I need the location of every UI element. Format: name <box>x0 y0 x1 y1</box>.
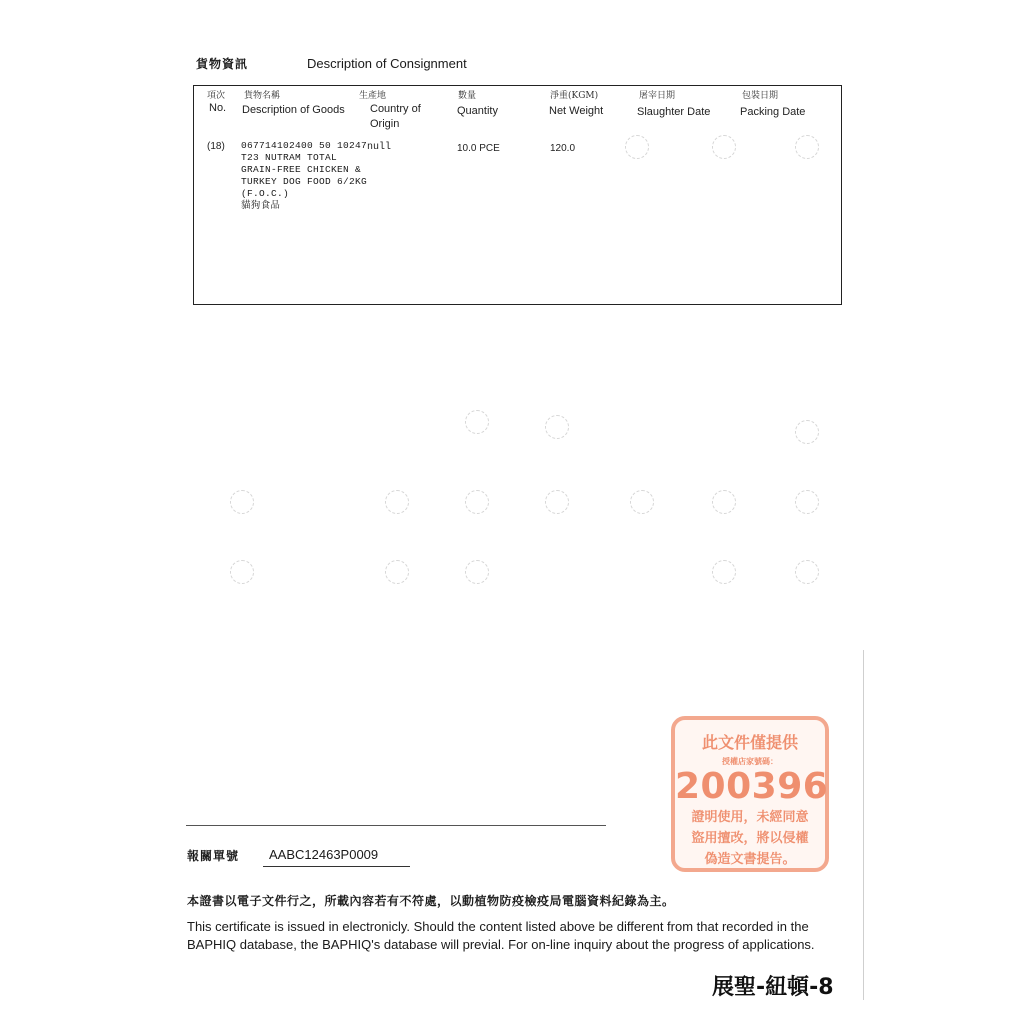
goods-line: GRAIN-FREE CHICKEN & <box>241 164 362 175</box>
stamp-subtitle: 授權店家號碼： <box>722 757 778 766</box>
header-packing-en: Packing Date <box>740 106 806 118</box>
header-quantity-zh: 數量 <box>458 91 477 101</box>
faint-seal-mark <box>230 560 254 584</box>
goods-description <box>241 140 367 212</box>
header-goods-en: Description of Goods <box>242 104 345 116</box>
stamp-line: 證明使用，未經同意 <box>691 810 809 825</box>
notice-zh: 本證書以電子文件行之，所載內容若有不符處，以動植物防疫檢疫局電腦資料紀錄為主。 <box>187 894 675 908</box>
faint-seal-mark <box>630 490 654 514</box>
faint-seal-mark <box>465 410 489 434</box>
faint-seal-mark <box>712 490 736 514</box>
section-title-zh: 貨物資訊 <box>196 57 249 71</box>
row-net-weight: 120.0 <box>550 143 576 154</box>
faint-seal-mark <box>795 560 819 584</box>
goods-line: TURKEY DOG FOOD 6/2KG <box>241 176 368 187</box>
row-origin: null <box>367 142 392 153</box>
faint-seal-mark <box>385 490 409 514</box>
header-no-zh: 項次 <box>207 91 226 101</box>
header-goods-zh: 貨物名稱 <box>244 91 281 101</box>
declaration-number: AABC12463P0009 <box>269 847 379 862</box>
faint-seal-mark <box>795 135 819 159</box>
faint-seal-mark <box>230 490 254 514</box>
header-slaughter-zh: 屠宰日期 <box>639 91 676 101</box>
row-quantity: 10.0 PCE <box>457 143 500 154</box>
header-origin-zh: 生產地 <box>359 91 387 101</box>
divider-line <box>186 825 606 826</box>
authorization-watermark-stamp <box>671 716 829 872</box>
faint-seal-mark <box>795 490 819 514</box>
goods-line: 067714102400 50 10247 <box>241 140 368 151</box>
goods-line: 貓狗食品 <box>241 200 281 211</box>
faint-seal-mark <box>385 560 409 584</box>
faint-seal-mark <box>465 490 489 514</box>
faint-seal-mark <box>625 135 649 159</box>
declaration-label: 報關單號 <box>187 849 240 863</box>
faint-seal-mark <box>465 560 489 584</box>
section-title-en: Description of Consignment <box>307 56 467 71</box>
faint-seal-mark <box>545 415 569 439</box>
header-origin-en: Country of Origin <box>370 103 421 130</box>
consignment-table <box>193 85 842 305</box>
header-netweight-en: Net Weight <box>549 105 604 117</box>
declaration-underline <box>263 866 410 867</box>
goods-line: (F.O.C.) <box>241 188 290 199</box>
faint-seal-mark <box>712 560 736 584</box>
stamp-title: 此文件僅提供 <box>701 733 798 752</box>
notice-en: This certificate is issued in electronicly. Should the content listed above be different from that recorded in the BAPHIQ database, the BAPHIQ's database will previal. For on-line inquiry about the progress of applications. <box>187 919 815 952</box>
stamp-line: 盜用擅改，將以侵權 <box>691 831 809 846</box>
footer-tag: 展聖-紐頓-8 <box>712 975 834 1000</box>
faint-seal-mark <box>795 420 819 444</box>
goods-line: T23 NUTRAM TOTAL <box>241 152 338 163</box>
header-quantity-en: Quantity <box>457 105 498 117</box>
header-packing-zh: 包裝日期 <box>742 91 779 101</box>
page-edge-line <box>863 650 864 1000</box>
header-netweight-zh: 淨重(KGM) <box>550 91 599 101</box>
faint-seal-mark <box>712 135 736 159</box>
row-no: (18) <box>207 141 225 152</box>
header-slaughter-en: Slaughter Date <box>637 106 711 118</box>
faint-seal-mark <box>545 490 569 514</box>
header-no-en: No. <box>209 102 227 114</box>
stamp-line: 偽造文書提告。 <box>704 852 796 867</box>
stamp-code: 200396 <box>675 766 829 807</box>
